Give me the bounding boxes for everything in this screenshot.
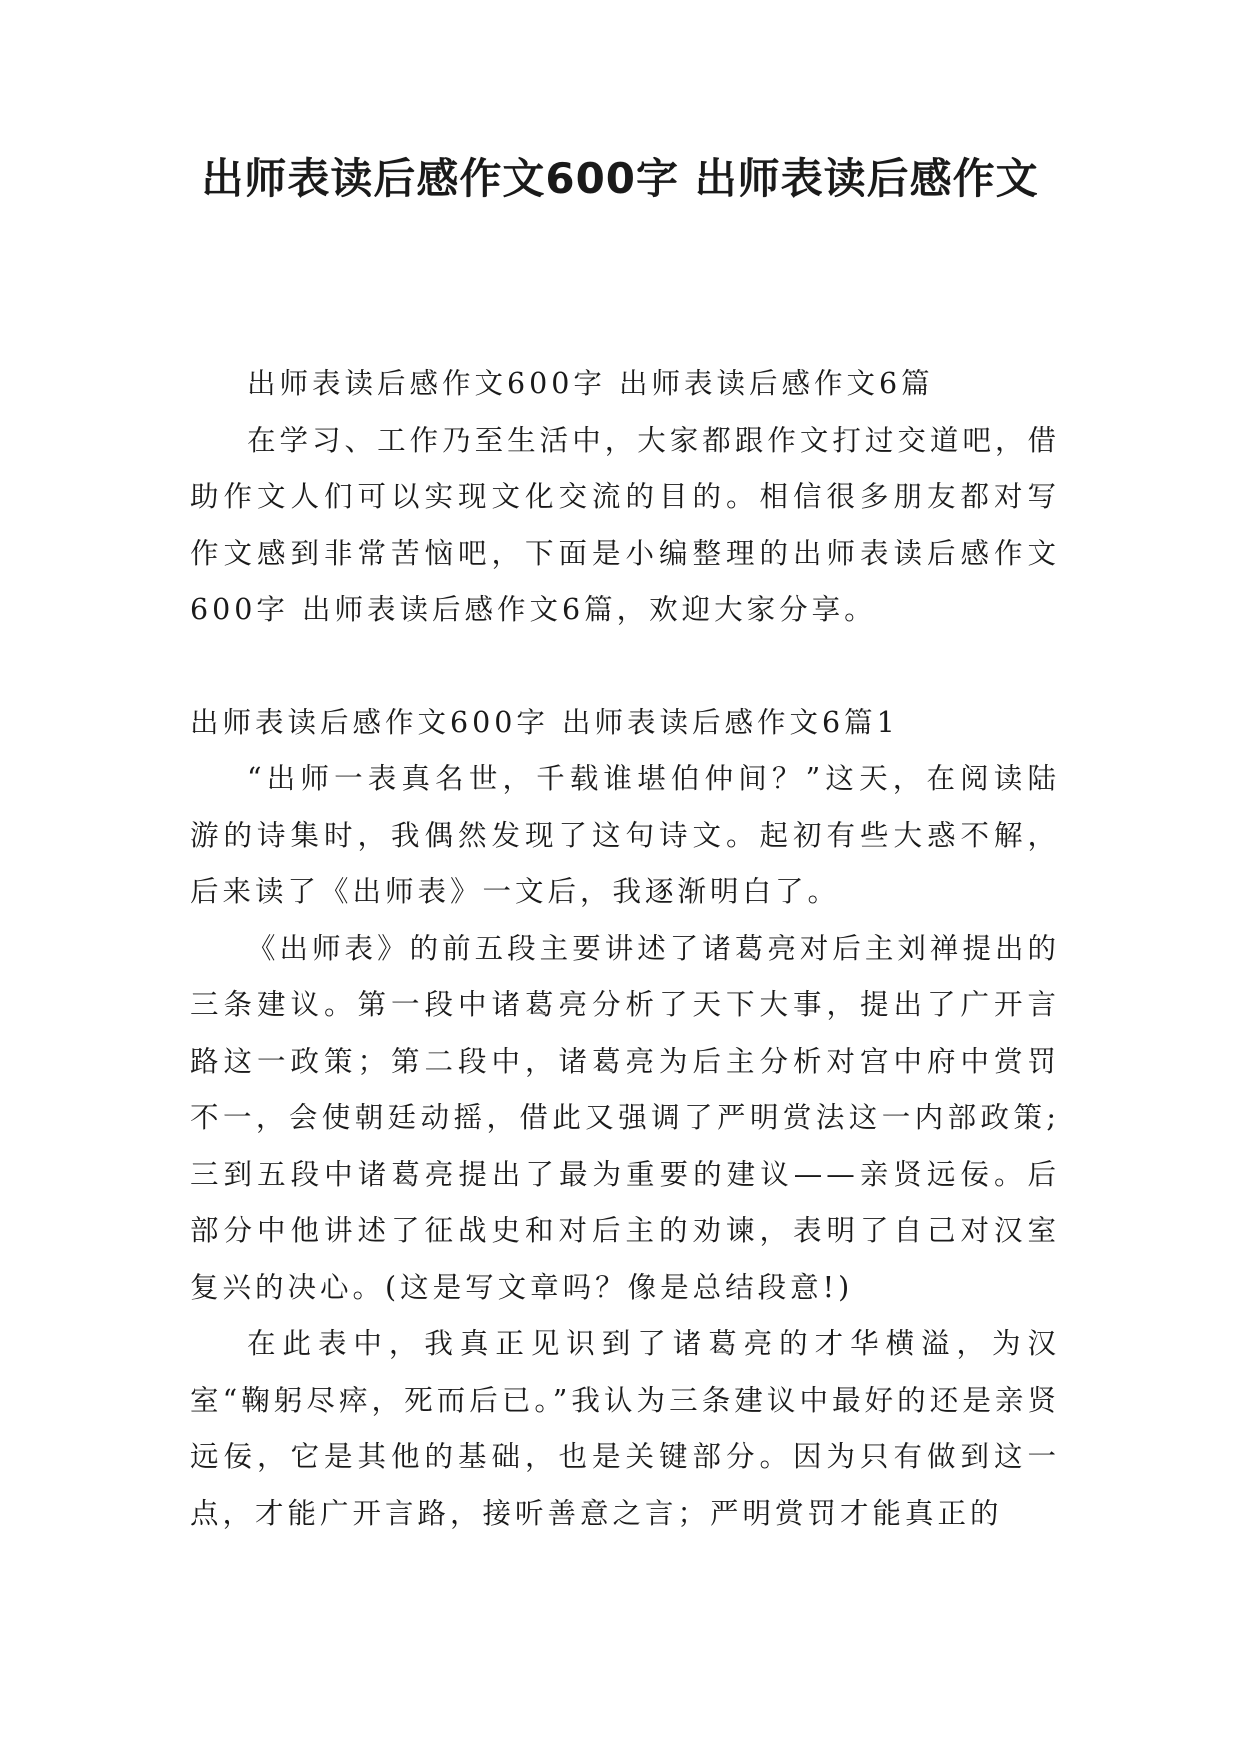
body-paragraph-2: 《出师表》的前五段主要讲述了诸葛亮对后主刘禅提出的三条建议。第一段中诸葛亮分析了天下大事，提出了广开言路这一政策；第二段中，诸葛亮为后主分析对宫中府中赏罚不一，会使朝廷动摇，借此又强调了严明赏法这一内部政策;三到五段中诸葛亮提出了最为重要的建议——亲贤远佞。后部分中他讲述了征战史和对后主的劝谏，表明了自己对汉室复兴的决心。(这是写文章吗？像是总结段意!) [190, 931, 1060, 1304]
subtitle-paragraph: 出师表读后感作文600字 出师表读后感作文6篇 [247, 367, 934, 400]
document-title: 出师表读后感作文600字 出师表读后感作文 [201, 154, 1039, 203]
section-heading: 出师表读后感作文600字 出师表读后感作文6篇1 [190, 705, 899, 739]
intro-paragraph: 在学习、工作乃至生活中，大家都跟作文打过交道吧，借助作文人们可以实现文化交流的目的。相信很多朋友都对写作文感到非常苦恼吧，下面是小编整理的出师表读后感作文600字 出师表读后感作文6篇，欢迎大家分享。 [190, 423, 1060, 626]
body-paragraph-3: 在此表中，我真正见识到了诸葛亮的才华横溢，为汉室“鞠躬尽瘁，死而后已。”我认为三条建议中最好的还是亲贤远佞，它是其他的基础，也是关键部分。因为只有做到这一点，才能广开言路，接听善意之言；严明赏罚才能真正的 [190, 1327, 1060, 1530]
document-body [190, 356, 1060, 1542]
body-paragraph-1: “出师一表真名世，千载谁堪伯仲间？”这天，在阅读陆游的诗集时，我偶然发现了这句诗文。起初有些大惑不解，后来读了《出师表》一文后，我逐渐明白了。 [190, 762, 1060, 908]
